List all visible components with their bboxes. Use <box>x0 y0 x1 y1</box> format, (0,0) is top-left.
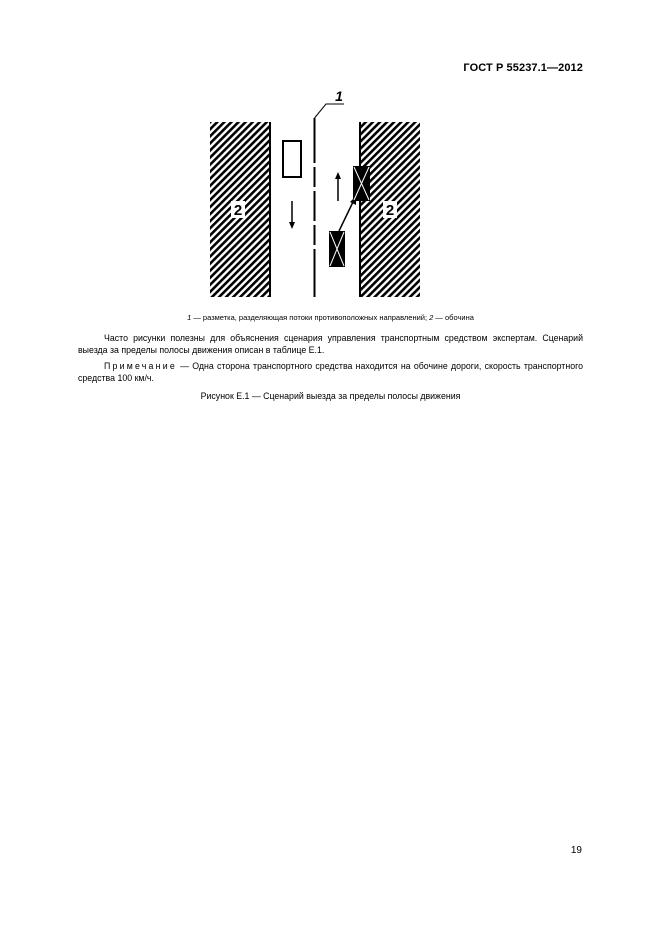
trajectory-arrow <box>339 202 353 231</box>
vehicle-oncoming <box>283 141 301 177</box>
note-text: — Одна сторона транспортного средства находится на обочине дороги, скорость транспортного средства 100 км/ч. <box>78 361 583 383</box>
figure-legend <box>0 313 661 322</box>
page-number: 19 <box>570 845 582 856</box>
shoulder-label-left: 2 <box>233 202 243 219</box>
shoulder-label-right: 2 <box>385 202 395 219</box>
legend-num-1: 1 <box>187 313 192 322</box>
legend-text-2: — обочина <box>433 313 474 322</box>
arrow-down-head <box>289 222 295 229</box>
lane-departure-figure <box>200 88 440 303</box>
note-paragraph <box>78 360 583 384</box>
marking-label: 1 <box>335 88 343 104</box>
note-label: Примечание <box>104 361 177 371</box>
figure-title: Рисунок Е.1 — Сценарий выезда за пределы полосы движения <box>200 391 461 401</box>
arrow-up-head <box>335 172 341 179</box>
legend-text-1: — разметка, разделяющая потоки противоположных направлений; <box>191 313 430 322</box>
legend-num-2: 2 <box>429 313 434 322</box>
marking-leader-line <box>315 104 345 118</box>
standard-header: ГОСТ Р 55237.1—2012 <box>463 62 583 74</box>
body-paragraph: Часто рисунки полезны для объяснения сценария управления транспортным средством экспертам. Сценарий выезда за пределы полосы движения описан в таблице Е.1. <box>78 333 583 355</box>
